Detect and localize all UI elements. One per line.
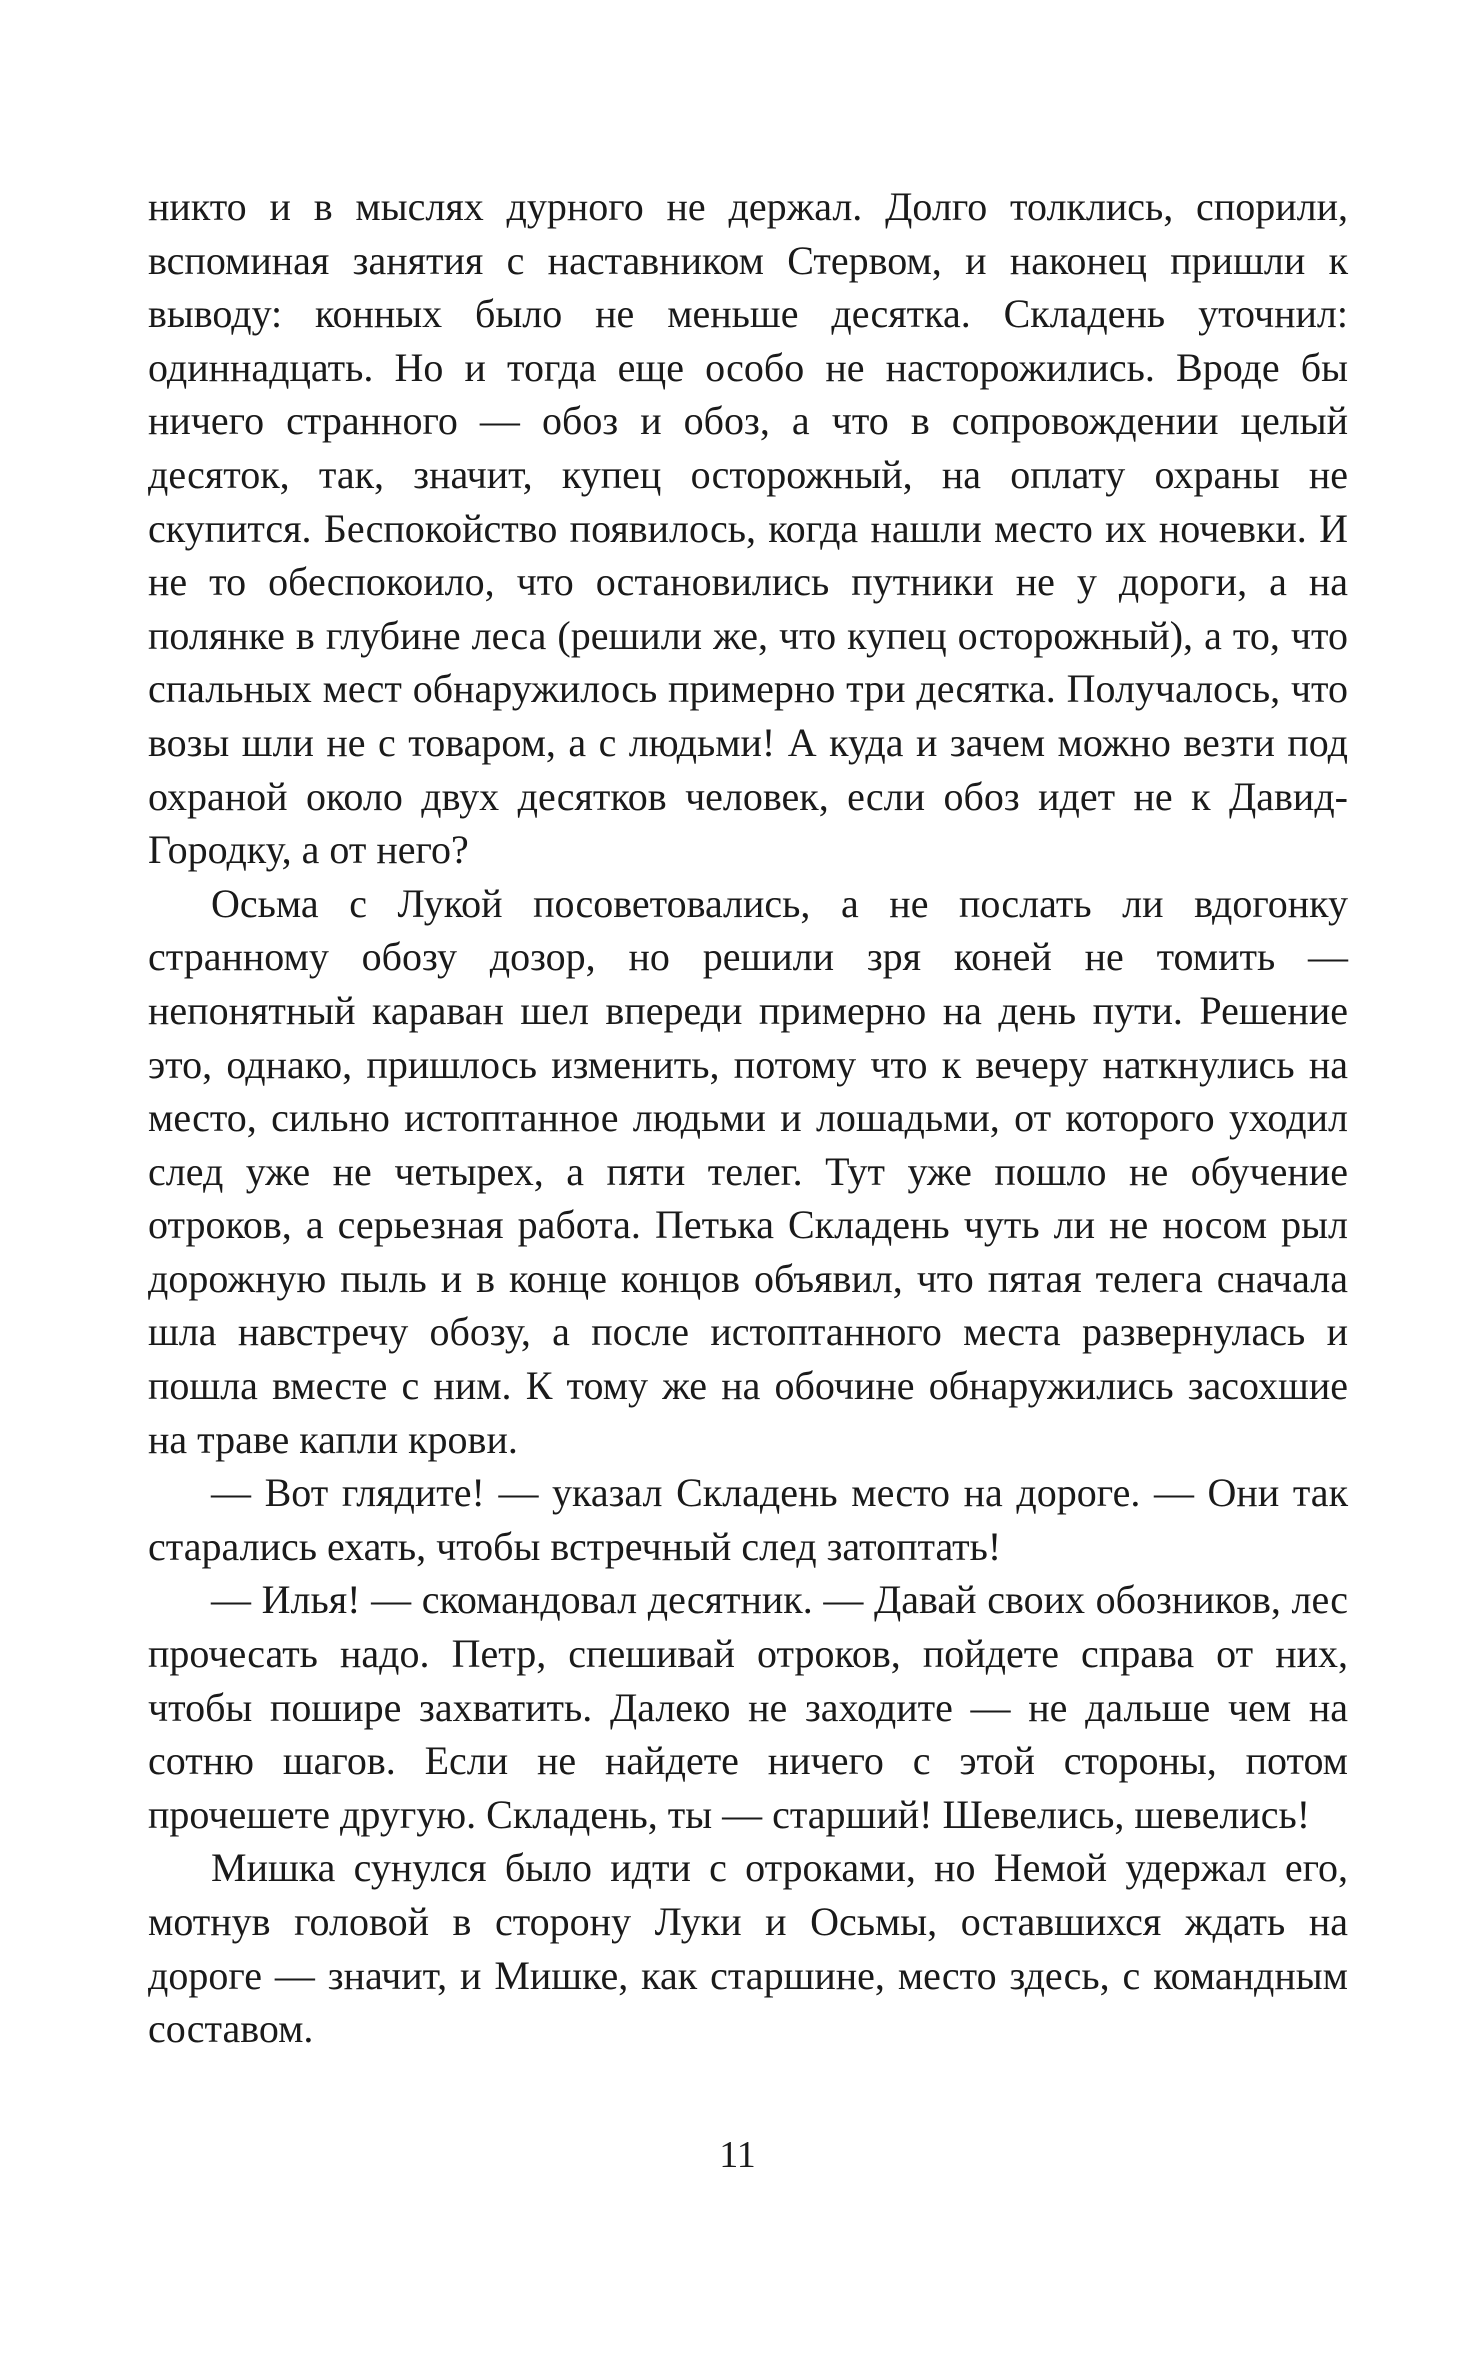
paragraph-5: Мишка сунулся было идти с отроками, но Немой удержал его, мотнув головой в сторону Луки и Осьмы, оставшихся ждать на дороге — значит, и Мишке, как старшине, место здесь, с командным составом. (148, 1845, 1348, 2052)
paragraph-3: — Вот глядите! — указал Складень место на дороге. — Они так старались ехать, чтобы встречный след затоптать! (148, 1470, 1348, 1569)
paragraph-1: никто и в мыслях дурного не держал. Долго толклись, спорили, вспоминая занятия с наставником Стервом, и наконец пришли к выводу: конных было не меньше десятка. Складень уточнил: одиннадцать. Но и тогда еще особо не насторожились. Вроде бы ничего странного — обоз и обоз, а что в сопровождении целый десяток, так, значит, купец осторожный, на оплату охраны не скупится. Беспокойство появилось, когда нашли место их ночевки. И не то обеспокоило, что остановились путники не у дороги, а на полянке в глубине леса (решили же, что купец осторожный), а то, что спальных мест обнаружилось примерно три десятка. Получалось, что возы шли не с товаром, а с людьми! А куда и зачем можно везти под охраной около двух десятков человек, если обоз идет не к Давид-Городку, а от него? (148, 184, 1348, 873)
paragraph-4: — Илья! — скомандовал десятник. — Давай своих обозников, лес прочесать надо. Петр, спешивай отроков, пойдете справа от них, чтобы пошире захватить. Далеко не заходите — не дальше чем на сотню шагов. Если не найдете ничего с этой стороны, потом прочешете другую. Складень, ты — старший! Шевелись, шевелись! (148, 1577, 1348, 1837)
paragraph-2: Осьма с Лукой посоветовались, а не послать ли вдогонку странному обозу дозор, но решили зря коней не томить — непонятный караван шел впереди примерно на день пути. Решение это, однако, пришлось изменить, потому что к вечеру наткнулись на место, сильно истоптанное людьми и лошадьми, от которого уходил след уже не четырех, а пяти телег. Тут уже пошло не обучение отроков, а серьезная работа. Петька Складень чуть ли не носом рыл дорожную пыль и в конце концов объявил, что пятая телега сначала шла навстречу обозу, а после истоптанного места развернулась и пошла вместе с ним. К тому же на обочине обнаружились засохшие на траве капли крови. (148, 880, 1348, 1462)
page-body (148, 180, 1348, 2056)
page-number: 11 (719, 2134, 756, 2176)
